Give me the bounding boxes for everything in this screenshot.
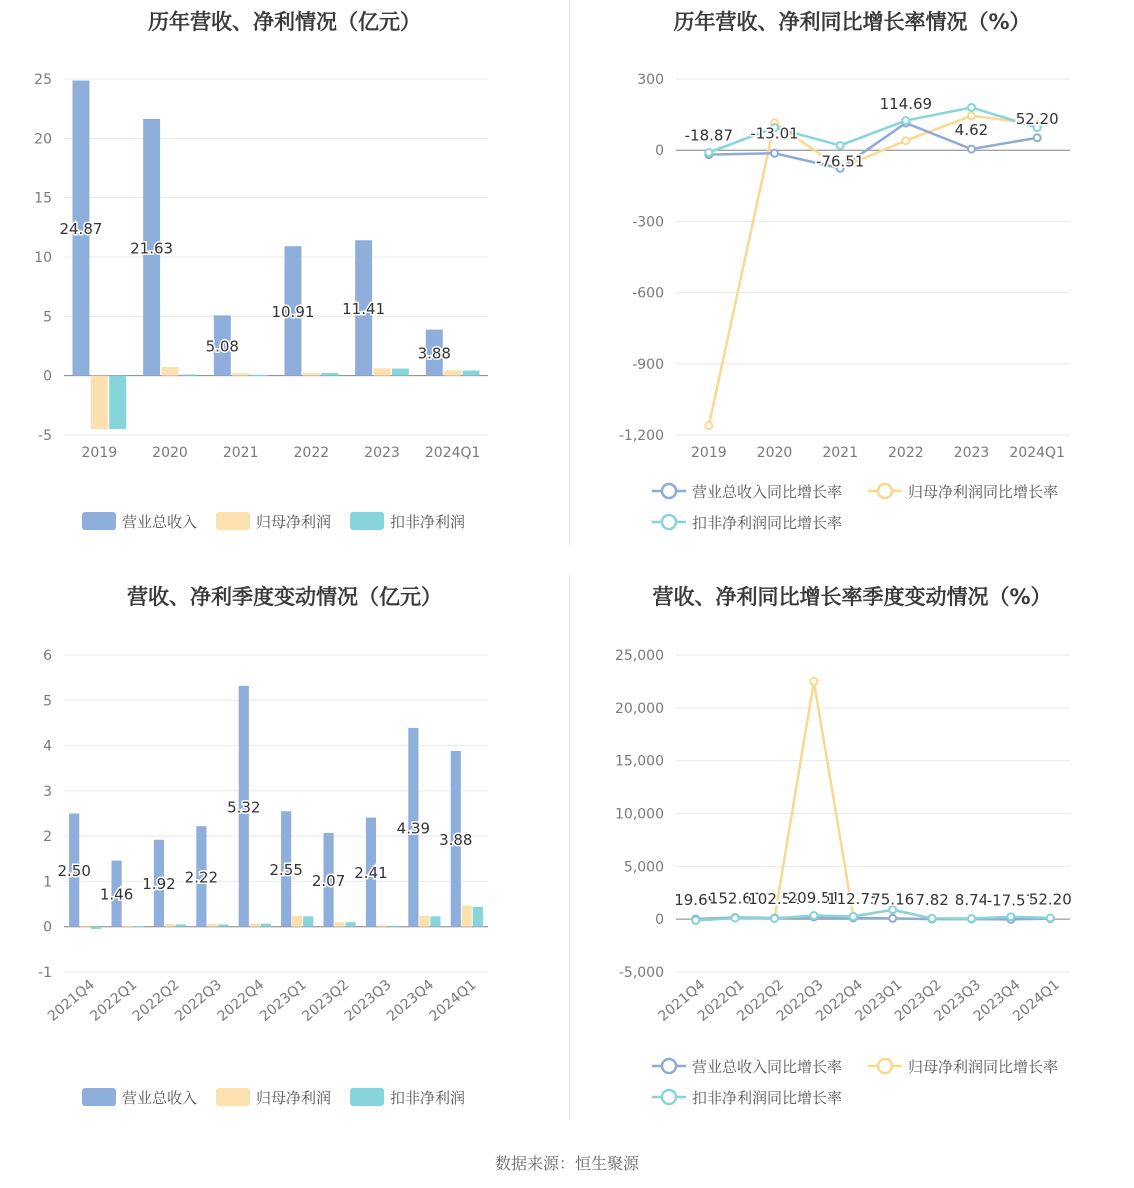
x-tick-label: 2023 (953, 445, 990, 461)
data-point (902, 137, 909, 144)
data-label: 152.60 (708, 889, 762, 908)
bar-net-profit (165, 924, 175, 927)
chart-canvas (0, 575, 569, 1120)
y-tick-label: -5 (38, 428, 52, 444)
x-tick-label: 2019 (691, 445, 727, 461)
data-label: 5.08 (205, 337, 239, 356)
series-line-1 (709, 116, 1037, 426)
x-tick-label: 2023Q4 (970, 976, 1024, 1025)
bar-deducted-profit (346, 922, 356, 927)
bar-deducted-profit (388, 926, 398, 927)
data-label: 7.82 (915, 891, 949, 910)
legend-label: 营业总收入同比增长率 (692, 1058, 843, 1076)
x-tick-label: 2020 (756, 445, 793, 461)
legend-marker (662, 515, 676, 529)
x-tick-label: 2022 (293, 445, 330, 461)
y-tick-label: -600 (632, 285, 664, 302)
bar-net-profit (232, 373, 249, 375)
data-source-note: 数据来源：恒生聚源 (494, 1154, 639, 1173)
y-tick-label: 0 (655, 912, 664, 929)
data-point (692, 917, 699, 924)
chart-canvas (570, 0, 1134, 545)
legend-label: 扣非净利润同比增长率 (692, 514, 843, 532)
data-label: 75.16 (871, 890, 915, 909)
bar-deducted-profit (134, 926, 144, 927)
y-tick-label: 4 (43, 738, 52, 755)
bar-deducted-profit (303, 916, 313, 926)
x-tick-label: 2022Q1 (694, 976, 748, 1025)
data-label: 19.69 (674, 890, 718, 909)
data-label: 52.20 (1015, 109, 1059, 128)
data-label: 3.88 (417, 344, 451, 363)
y-tick-label: 2 (43, 829, 52, 846)
x-tick-label: 2023Q1 (852, 976, 906, 1025)
data-point (1034, 134, 1041, 141)
legend-swatch (216, 512, 250, 530)
x-tick-label: 2021Q4 (655, 976, 709, 1025)
x-tick-label: 2021 (822, 445, 858, 461)
legend-swatch (82, 1088, 116, 1106)
bar-net-profit (250, 924, 260, 927)
x-tick-label: 2022Q4 (813, 976, 866, 1025)
data-label: 2.55 (269, 860, 303, 879)
bar-net-profit (162, 367, 179, 376)
data-label: -17.57 (986, 891, 1036, 910)
x-tick-label: 2024Q1 (426, 976, 480, 1025)
x-tick-label: 2023Q3 (341, 976, 395, 1025)
data-point (850, 913, 857, 920)
data-label: 2.41 (354, 864, 388, 883)
data-label: 11.41 (342, 299, 386, 318)
chart-canvas (0, 0, 569, 545)
bar-net-profit (462, 905, 472, 926)
data-label: 112.75 (827, 889, 880, 908)
bar-net-profit (335, 922, 345, 927)
y-tick-label: 25 (34, 72, 52, 88)
legend-swatch (350, 1088, 384, 1106)
x-tick-label: 2022Q4 (214, 976, 268, 1025)
bar-net-profit (419, 916, 429, 927)
data-point (1007, 913, 1014, 920)
x-tick-label: 2023Q3 (931, 976, 985, 1025)
data-label: 2.50 (57, 862, 91, 881)
legend-swatch (350, 512, 384, 530)
bar-deducted-profit (251, 375, 268, 376)
legend-marker (662, 1090, 676, 1104)
bar-deducted-profit (463, 371, 480, 376)
data-point (810, 912, 817, 919)
data-point (1047, 915, 1054, 922)
bar-net-profit (303, 373, 320, 376)
data-label: 10.91 (271, 302, 315, 321)
y-tick-label: 20 (34, 131, 52, 148)
data-label: 2.07 (311, 871, 346, 890)
y-tick-label: 10,000 (615, 806, 664, 823)
bar-net-profit (91, 376, 108, 429)
data-label: 209.51 (787, 888, 841, 907)
y-tick-label: 6 (43, 648, 52, 664)
legend-label: 归母净利润 (256, 513, 332, 531)
y-tick-label: -1,200 (618, 428, 664, 444)
bar-deducted-profit (473, 907, 483, 927)
data-label: 1.46 (99, 885, 134, 904)
bar-deducted-profit (180, 374, 197, 375)
legend-label: 营业总收入 (122, 513, 198, 531)
bar-net-profit (80, 927, 90, 928)
bar-deducted-profit (392, 369, 409, 376)
data-label: 52.20 (1028, 890, 1072, 909)
y-tick-label: -5,000 (618, 965, 664, 981)
x-tick-label: 2019 (81, 445, 118, 461)
data-point (771, 915, 778, 922)
legend-label: 扣非净利润 (390, 513, 466, 531)
data-point (810, 678, 817, 685)
y-tick-label: 1 (43, 874, 52, 891)
y-tick-label: -900 (632, 356, 664, 373)
bar-deducted-profit (321, 373, 338, 376)
legend-swatch (216, 1088, 250, 1106)
x-tick-label: 2023Q2 (299, 976, 353, 1025)
y-tick-label: 3 (43, 783, 52, 800)
data-label: 2.22 (184, 868, 219, 887)
data-label: 4.39 (396, 819, 431, 838)
x-tick-label: 2022Q1 (87, 976, 141, 1025)
bar-net-profit (444, 370, 461, 375)
chart-canvas (570, 575, 1134, 1120)
data-label: 102.52 (748, 890, 801, 909)
x-tick-label: 2024Q1 (424, 445, 481, 461)
x-tick-label: 2023Q4 (384, 976, 437, 1025)
y-tick-label: 5,000 (623, 859, 664, 876)
chart-title: 历年营收、净利同比增长率情况（%） (673, 10, 1031, 34)
legend-marker (662, 1059, 676, 1073)
x-tick-label: 2023Q1 (256, 976, 310, 1025)
x-tick-label: 2022 (888, 445, 924, 461)
legend-swatch (82, 512, 116, 530)
legend-marker (878, 1059, 892, 1073)
data-point (929, 915, 936, 922)
y-tick-label: 25,000 (615, 648, 664, 664)
x-tick-label: 2020 (152, 445, 188, 461)
x-tick-label: 2023Q2 (891, 976, 945, 1025)
legend-label: 扣非净利润 (390, 1089, 466, 1107)
legend-label: 扣非净利润同比增长率 (692, 1089, 843, 1107)
y-tick-label: 10 (34, 250, 52, 266)
y-tick-label: 5 (43, 693, 52, 710)
series-line-1 (696, 681, 1051, 920)
data-point (732, 915, 739, 922)
data-point (705, 422, 712, 429)
y-tick-label: 20,000 (615, 700, 664, 717)
data-point (968, 112, 975, 119)
data-label: 3.88 (439, 830, 473, 849)
bar-deducted-profit (91, 927, 101, 929)
chart-title: 营收、净利季度变动情况（亿元） (127, 585, 442, 609)
x-tick-label: 2021Q4 (44, 976, 98, 1025)
data-label: 1.92 (142, 875, 176, 894)
legend-marker (662, 484, 676, 498)
quarterly-growth-rate-chart (570, 575, 1134, 1120)
bar-net-profit (292, 916, 302, 927)
data-point (968, 915, 975, 922)
x-tick-label: 2024Q1 (1009, 445, 1065, 461)
data-label: 5.32 (227, 798, 261, 817)
legend-label: 归母净利润同比增长率 (908, 483, 1059, 501)
y-tick-label: 0 (655, 143, 664, 160)
chart-title: 营收、净利同比增长率季度变动情况（%） (652, 585, 1052, 609)
data-point (968, 146, 975, 153)
y-tick-label: 5 (43, 309, 52, 326)
data-point (771, 150, 778, 157)
data-point (889, 915, 896, 922)
legend-label: 营业总收入同比增长率 (692, 483, 843, 501)
y-tick-label: 15,000 (615, 753, 664, 770)
bar-deducted-profit (176, 924, 186, 926)
x-tick-label: 2022Q3 (773, 976, 827, 1025)
bar-net-profit (207, 924, 217, 927)
bar-net-profit (374, 368, 391, 375)
data-label: -76.51 (815, 152, 865, 171)
data-label: 21.63 (130, 239, 174, 258)
legend-label: 营业总收入 (122, 1089, 198, 1107)
data-label: 24.87 (59, 220, 103, 239)
y-tick-label: 0 (43, 368, 52, 385)
bar-deducted-profit (109, 376, 126, 429)
legend-marker (878, 484, 892, 498)
quarterly-revenue-profit-chart (0, 575, 569, 1120)
data-label: 4.62 (954, 121, 989, 140)
bar-net-profit (377, 925, 387, 926)
annual-growth-rate-chart (570, 0, 1134, 545)
data-label: 8.74 (954, 891, 989, 910)
x-tick-label: 2021 (222, 445, 259, 461)
bar-deducted-profit (430, 916, 440, 926)
data-label: -13.01 (750, 124, 799, 143)
x-tick-label: 2022Q2 (734, 976, 788, 1025)
bar-deducted-profit (218, 924, 228, 926)
y-tick-label: -300 (632, 214, 664, 231)
x-tick-label: 2022Q2 (129, 976, 183, 1025)
data-label: -18.87 (684, 126, 734, 145)
data-point (902, 117, 909, 124)
bar-deducted-profit (261, 924, 271, 927)
bar-net-profit (123, 926, 133, 927)
y-tick-label: 15 (34, 190, 52, 207)
data-point (705, 149, 712, 156)
y-tick-label: -1 (38, 965, 52, 981)
legend-label: 归母净利润同比增长率 (908, 1058, 1059, 1076)
annual-revenue-profit-chart (0, 0, 569, 545)
y-tick-label: 300 (637, 72, 664, 88)
data-label: 114.69 (879, 94, 933, 113)
x-tick-label: 2022Q3 (172, 976, 225, 1025)
chart-title: 历年营收、净利情况（亿元） (148, 10, 421, 34)
x-tick-label: 2024Q1 (1010, 976, 1063, 1025)
x-tick-label: 2023 (364, 445, 400, 461)
data-point (968, 104, 975, 111)
data-point (837, 142, 844, 149)
legend-label: 归母净利润 (256, 1089, 332, 1107)
y-tick-label: 0 (43, 919, 52, 936)
